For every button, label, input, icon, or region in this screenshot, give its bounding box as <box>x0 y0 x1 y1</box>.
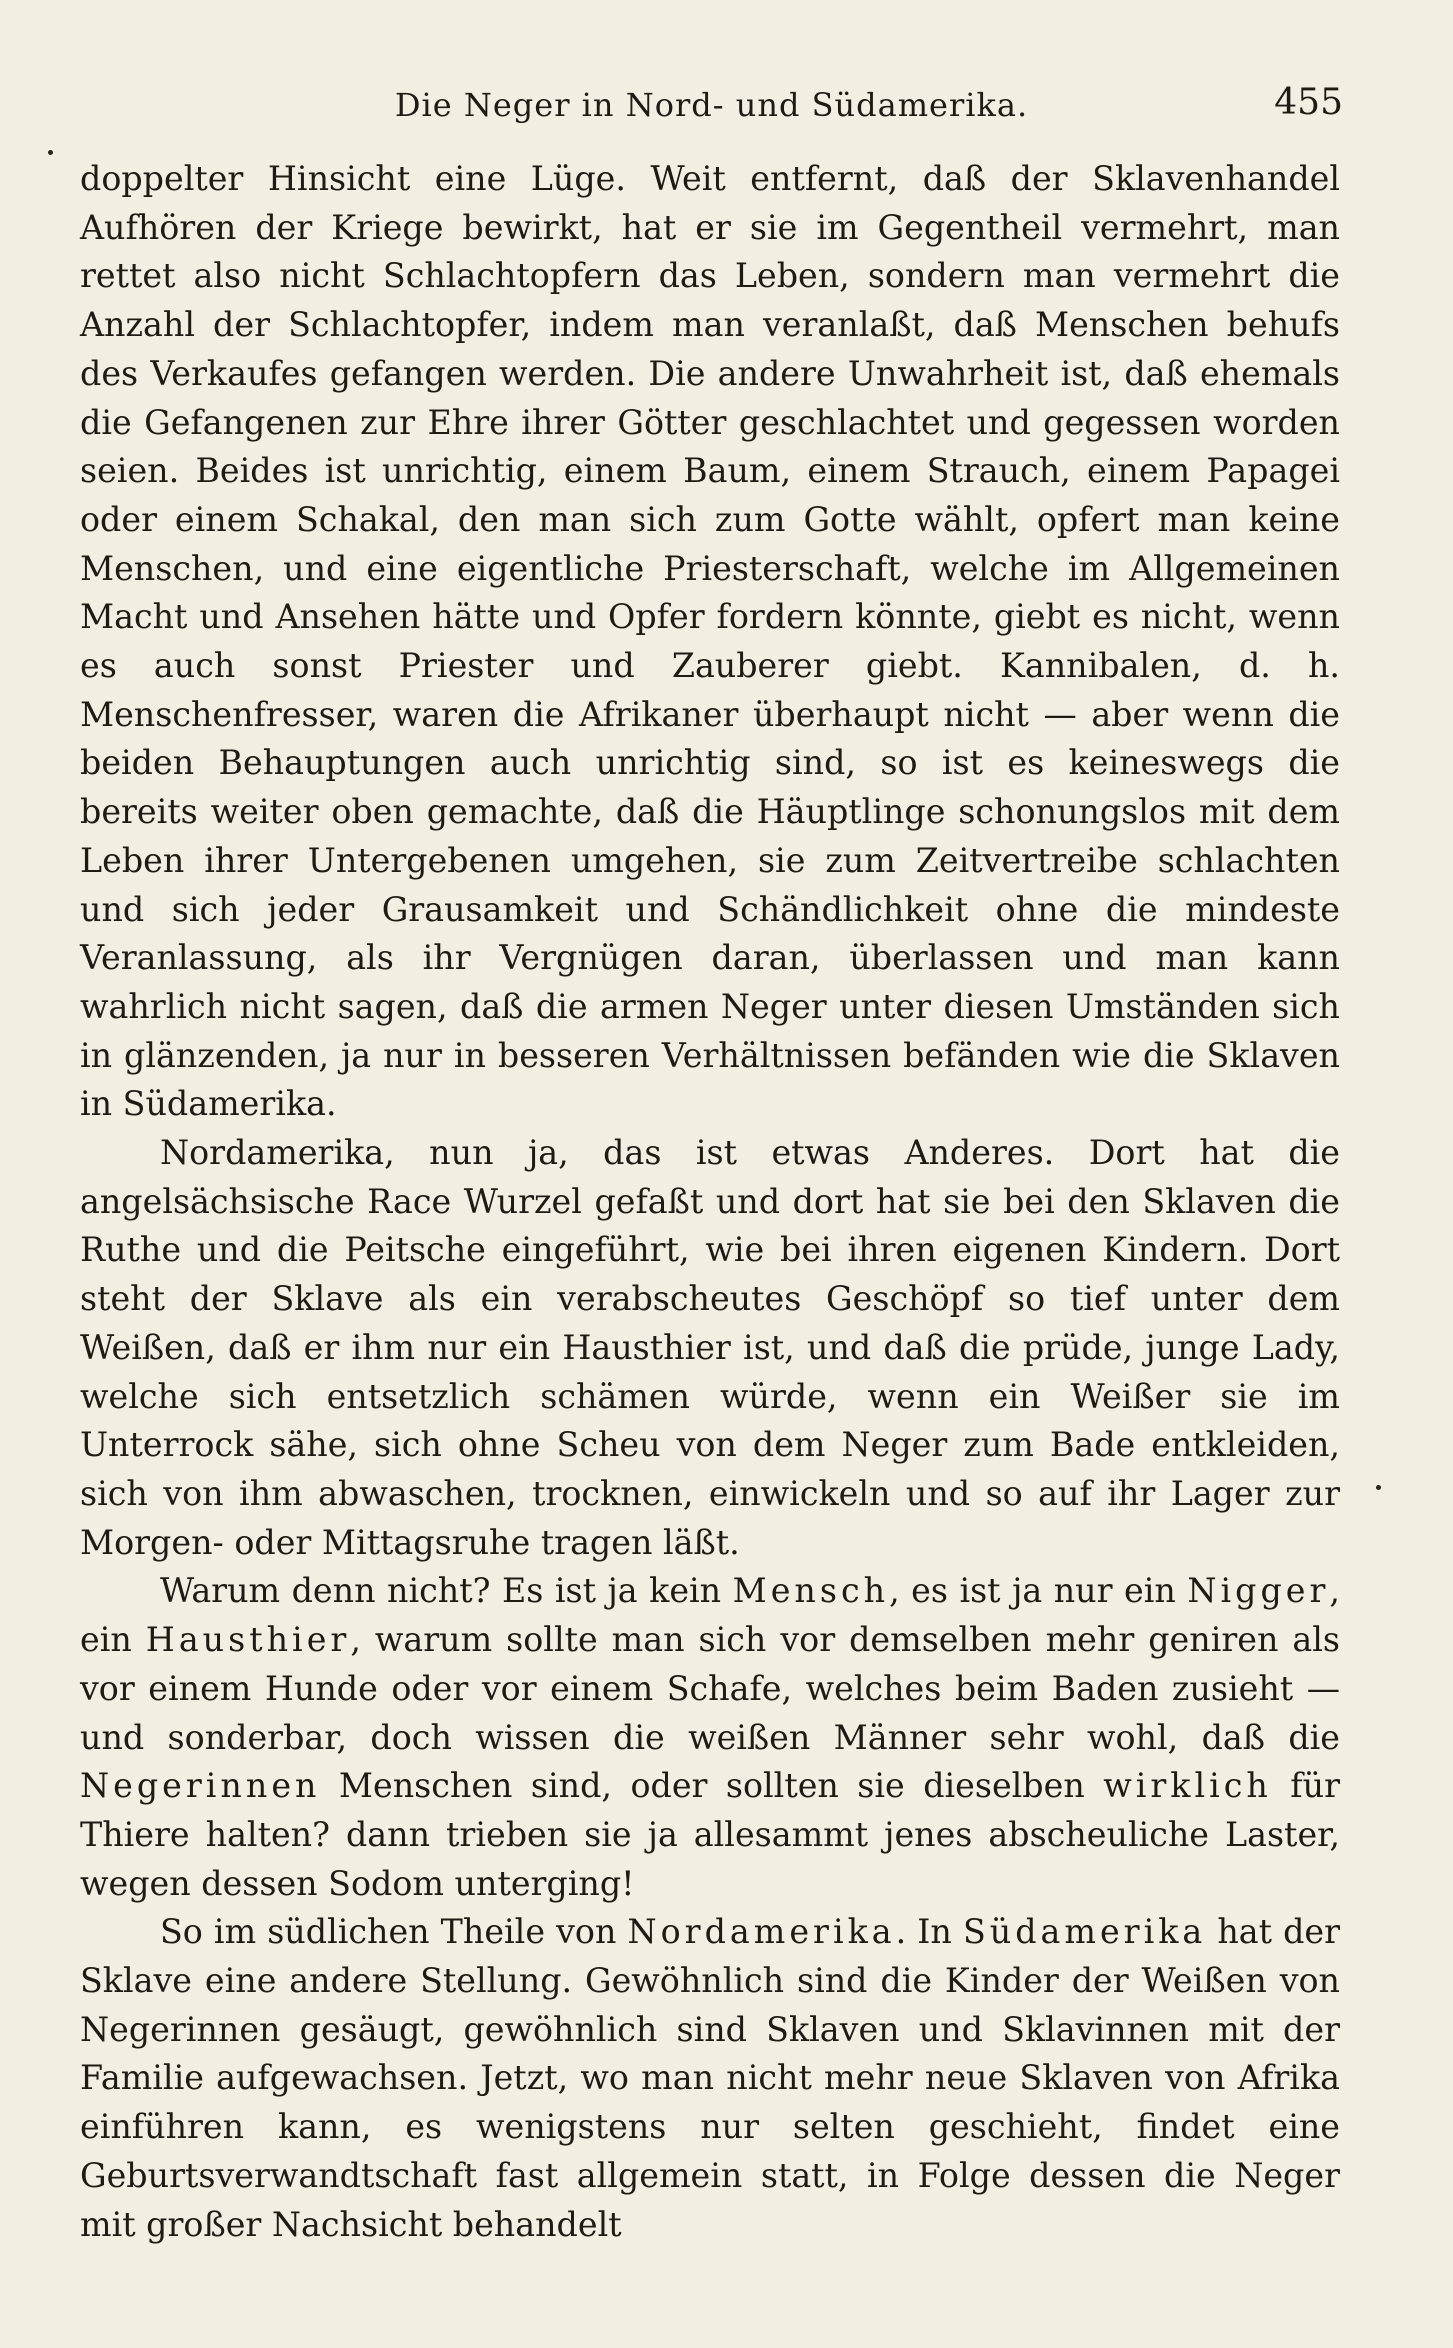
running-title: Die Neger in Nord- und Südamerika. <box>394 86 1029 124</box>
text-run: für Thiere halten? dann trieben sie ja allesammt jenes abscheuliche Laster, wegen dessen Sodom unterging! <box>80 1766 1340 1903</box>
text-run: , es ist ja nur ein <box>889 1571 1188 1611</box>
margin-speck <box>1376 1485 1381 1490</box>
emphasis-nigger: Nigger <box>1187 1571 1330 1611</box>
paragraph-3 <box>80 1567 1340 1908</box>
emphasis-nordamerika: Nordamerika <box>627 1912 896 1952</box>
text-run: Menschen sind, oder sollten sie dieselben <box>320 1766 1104 1806</box>
text-run: hat der Sklave eine andere Stellung. Gewöhnlich sind die Kinder der Weißen von Negerinnen gesäugt, gewöhnlich sind Sklaven und Sklavinnen mit der Familie aufgewachsen. Jetzt, wo man nicht mehr neue Sklaven von Afrika einführen kann, es wenigstens nur selten geschieht, findet eine Geburtsverwandtschaft fast allgemein statt, in Folge dessen die Neger mit großer Nachsicht behandelt <box>80 1912 1340 2244</box>
emphasis-suedamerika: Südamerika <box>962 1912 1207 1952</box>
paragraph-4 <box>80 1908 1340 2249</box>
paragraph-1: doppelter Hinsicht eine Lüge. Weit entfernt, daß der Sklavenhandel Aufhören der Kriege bewirkt, hat er sie im Gegentheil vermehrt, man rettet also nicht Schlachtopfern das Leben, sondern man vermehrt die Anzahl der Schlachtopfer, indem man veranlaßt, daß Menschen behufs des Verkaufes gefangen werden. Die andere Unwahrheit ist, daß ehemals die Gefangenen zur Ehre ihrer Götter geschlachtet und gegessen worden seien. Beides ist unrichtig, einem Baum, einem Strauch, einem Papagei oder einem Schakal, den man sich zum Gotte wählt, opfert man keine Menschen, und eine eigentliche Priesterschaft, welche im Allgemeinen Macht und Ansehen hätte und Opfer fordern könnte, giebt es nicht, wenn es auch sonst Priester und Zauberer giebt. Kannibalen, d. h. Menschenfresser, waren die Afrikaner überhaupt nicht — aber wenn die beiden Behauptungen auch unrichtig sind, so ist es keineswegs die bereits weiter oben gemachte, daß die Häuptlinge schonungslos mit dem Leben ihrer Untergebenen umgehen, sie zum Zeitvertreibe schlachten und sich jeder Grausamkeit und Schändlichkeit ohne die mindeste Veranlassung, als ihr Vergnügen daran, überlassen und man kann wahrlich nicht sagen, daß die armen Neger unter diesen Umständen sich in glänzenden, ja nur in besseren Verhältnissen befänden wie die Sklaven in Südamerika. <box>80 159 1340 1124</box>
page-number: 455 <box>1274 82 1343 123</box>
body-text <box>80 155 1340 2249</box>
text-run: , ein <box>80 1571 1340 1660</box>
paragraph-2: Nordamerika, nun ja, das ist etwas Anderes. Dort hat die angelsächsische Race Wurzel gefaßt und dort hat sie bei den Sklaven die Ruthe und die Peitsche eingeführt, wie bei ihren eigenen Kindern. Dort steht der Sklave als ein verabscheutes Geschöpf so tief unter dem Weißen, daß er ihm nur ein Hausthier ist, und daß die prüde, junge Lady, welche sich entsetzlich schämen würde, wenn ein Weißer sie im Unterrock sähe, sich ohne Scheu von dem Neger zum Bade entkleiden, sich von ihm abwaschen, trocknen, einwickeln und so auf ihr Lager zur Morgen- oder Mittagsruhe tragen läßt. <box>80 1133 1340 1562</box>
margin-speck <box>48 150 53 155</box>
emphasis-hausthier: Hausthier <box>145 1620 351 1660</box>
page-header <box>80 82 1343 132</box>
text-run: So im südlichen Theile von <box>160 1912 628 1952</box>
text-run: , warum sollte man sich vor demselben mehr geniren als vor einem Hunde oder vor einem Schafe, welches beim Baden zusieht — und sonderbar, doch wissen die weißen Männer sehr wohl, daß die <box>80 1620 1340 1757</box>
text-run: . In <box>895 1912 963 1952</box>
emphasis-negerinnen: Negerinnen <box>80 1766 321 1806</box>
emphasis-wirklich: wirklich <box>1103 1766 1272 1806</box>
emphasis-mensch: Mensch <box>732 1571 890 1611</box>
text-run: Warum denn nicht? Es ist ja kein <box>160 1571 733 1611</box>
